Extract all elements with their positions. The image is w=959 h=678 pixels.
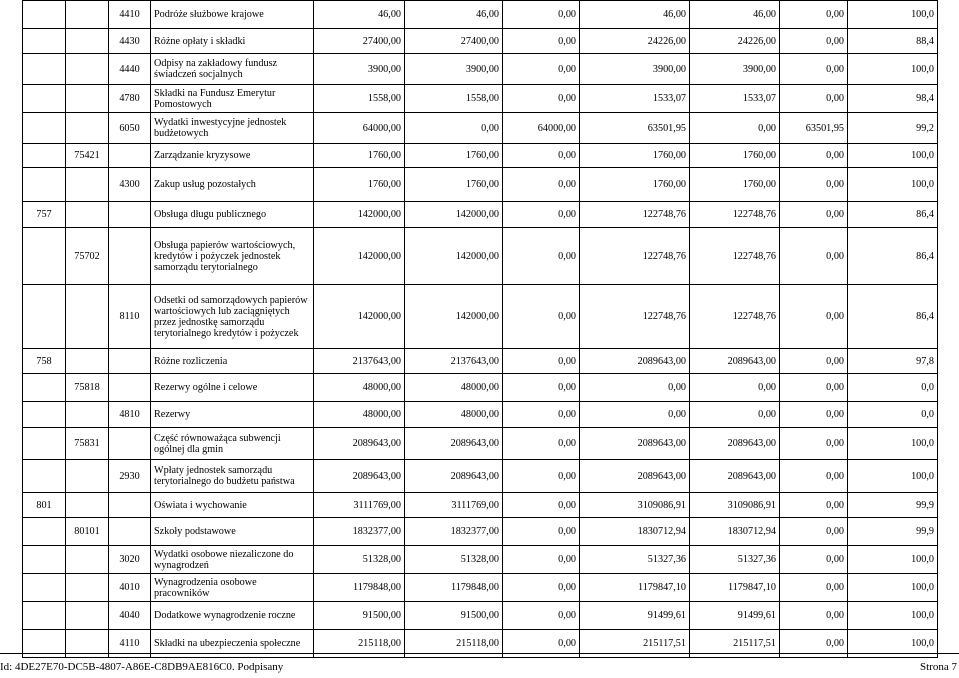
value-cell: 64000,00	[314, 113, 405, 144]
value-cell: 0,0	[848, 402, 938, 428]
item-name-cell: Zarządzanie kryzysowe	[151, 144, 314, 168]
value-cell: 0,00	[780, 144, 848, 168]
dzial-cell	[23, 574, 66, 602]
paragraf-cell: 6050	[109, 113, 151, 144]
value-cell: 122748,76	[690, 285, 780, 349]
value-cell: 100,0	[848, 574, 938, 602]
dzial-cell	[23, 402, 66, 428]
rozdzial-cell	[66, 574, 109, 602]
rozdzial-cell: 75818	[66, 374, 109, 402]
paragraf-cell	[109, 428, 151, 460]
dzial-cell: 801	[23, 493, 66, 518]
item-name-cell: Różne rozliczenia	[151, 349, 314, 374]
value-cell: 51328,00	[314, 546, 405, 574]
rozdzial-cell: 80101	[66, 518, 109, 546]
value-cell: 0,00	[780, 493, 848, 518]
table-row	[23, 54, 938, 85]
value-cell: 3900,00	[580, 54, 690, 85]
value-cell: 1832377,00	[405, 518, 503, 546]
value-cell: 215118,00	[405, 630, 503, 658]
rozdzial-cell: 75421	[66, 144, 109, 168]
value-cell: 2137643,00	[405, 349, 503, 374]
value-cell: 0,00	[503, 402, 580, 428]
table-row	[23, 602, 938, 630]
value-cell: 0,00	[780, 202, 848, 228]
value-cell: 0,00	[780, 602, 848, 630]
value-cell: 0,00	[780, 54, 848, 85]
paragraf-cell	[109, 202, 151, 228]
table-body	[23, 1, 938, 658]
value-cell: 48000,00	[405, 374, 503, 402]
paragraf-cell	[109, 374, 151, 402]
table-row	[23, 85, 938, 113]
value-cell: 46,00	[580, 1, 690, 29]
value-cell: 122748,76	[580, 285, 690, 349]
value-cell: 0,00	[503, 374, 580, 402]
value-cell: 0,00	[780, 460, 848, 493]
value-cell: 2089643,00	[405, 460, 503, 493]
table-row	[23, 113, 938, 144]
value-cell: 0,00	[503, 493, 580, 518]
dzial-cell	[23, 1, 66, 29]
table-row	[23, 518, 938, 546]
value-cell: 46,00	[690, 1, 780, 29]
value-cell: 0,00	[780, 574, 848, 602]
value-cell: 215117,51	[690, 630, 780, 658]
value-cell: 1533,07	[580, 85, 690, 113]
value-cell: 99,9	[848, 493, 938, 518]
value-cell: 1760,00	[314, 168, 405, 202]
value-cell: 1179848,00	[314, 574, 405, 602]
item-name-cell: Wydatki inwestycyjne jednostek budżetowych	[151, 113, 314, 144]
value-cell: 27400,00	[405, 29, 503, 54]
table-row	[23, 460, 938, 493]
value-cell: 0,00	[503, 630, 580, 658]
item-name-cell: Składki na ubezpieczenia społeczne	[151, 630, 314, 658]
value-cell: 3109086,91	[580, 493, 690, 518]
value-cell: 51327,36	[580, 546, 690, 574]
value-cell: 1830712,94	[580, 518, 690, 546]
rozdzial-cell	[66, 168, 109, 202]
value-cell: 0,00	[780, 285, 848, 349]
value-cell: 0,00	[780, 630, 848, 658]
item-name-cell: Oświata i wychowanie	[151, 493, 314, 518]
value-cell: 91500,00	[314, 602, 405, 630]
dzial-cell	[23, 85, 66, 113]
value-cell: 0,00	[780, 168, 848, 202]
paragraf-cell: 2930	[109, 460, 151, 493]
dzial-cell	[23, 168, 66, 202]
item-name-cell: Obsługa długu publicznego	[151, 202, 314, 228]
rozdzial-cell	[66, 402, 109, 428]
value-cell: 1760,00	[690, 144, 780, 168]
value-cell: 48000,00	[314, 374, 405, 402]
item-name-cell: Wpłaty jednostek samorządu terytorialnego do budżetu państwa	[151, 460, 314, 493]
dzial-cell	[23, 374, 66, 402]
value-cell: 215118,00	[314, 630, 405, 658]
value-cell: 100,0	[848, 428, 938, 460]
value-cell: 98,4	[848, 85, 938, 113]
value-cell: 0,00	[405, 113, 503, 144]
value-cell: 2137643,00	[314, 349, 405, 374]
rozdzial-cell: 75831	[66, 428, 109, 460]
item-name-cell: Wynagrodzenia osobowe pracowników	[151, 574, 314, 602]
value-cell: 142000,00	[314, 202, 405, 228]
value-cell: 1179847,10	[690, 574, 780, 602]
dzial-cell	[23, 54, 66, 85]
rozdzial-cell	[66, 1, 109, 29]
value-cell: 63501,95	[580, 113, 690, 144]
dzial-cell	[23, 518, 66, 546]
dzial-cell	[23, 285, 66, 349]
value-cell: 0,00	[503, 460, 580, 493]
value-cell: 0,00	[780, 29, 848, 54]
value-cell: 122748,76	[690, 228, 780, 285]
value-cell: 0,00	[580, 402, 690, 428]
rozdzial-cell	[66, 493, 109, 518]
paragraf-cell: 4010	[109, 574, 151, 602]
value-cell: 142000,00	[314, 285, 405, 349]
value-cell: 0,00	[690, 374, 780, 402]
item-name-cell: Rezerwy ogólne i celowe	[151, 374, 314, 402]
value-cell: 1760,00	[405, 168, 503, 202]
item-name-cell: Składki na Fundusz Emerytur Pomostowych	[151, 85, 314, 113]
dzial-cell	[23, 428, 66, 460]
paragraf-cell: 8110	[109, 285, 151, 349]
value-cell: 86,4	[848, 202, 938, 228]
value-cell: 2089643,00	[580, 349, 690, 374]
table-row	[23, 493, 938, 518]
value-cell: 0,00	[780, 1, 848, 29]
dzial-cell: 757	[23, 202, 66, 228]
value-cell: 46,00	[314, 1, 405, 29]
rozdzial-cell	[66, 29, 109, 54]
value-cell: 97,8	[848, 349, 938, 374]
item-name-cell: Część równoważąca subwencji ogólnej dla gmin	[151, 428, 314, 460]
value-cell: 99,2	[848, 113, 938, 144]
value-cell: 0,00	[780, 402, 848, 428]
value-cell: 0,00	[503, 546, 580, 574]
value-cell: 51328,00	[405, 546, 503, 574]
value-cell: 2089643,00	[314, 428, 405, 460]
dzial-cell: 758	[23, 349, 66, 374]
value-cell: 3111769,00	[314, 493, 405, 518]
value-cell: 91499,61	[580, 602, 690, 630]
value-cell: 100,0	[848, 630, 938, 658]
budget-table	[22, 0, 938, 658]
value-cell: 2089643,00	[690, 460, 780, 493]
value-cell: 0,00	[503, 574, 580, 602]
value-cell: 0,00	[503, 54, 580, 85]
value-cell: 48000,00	[314, 402, 405, 428]
rozdzial-cell	[66, 113, 109, 144]
paragraf-cell	[109, 144, 151, 168]
value-cell: 64000,00	[503, 113, 580, 144]
table-row	[23, 349, 938, 374]
value-cell: 100,0	[848, 546, 938, 574]
item-name-cell: Podróże służbowe krajowe	[151, 1, 314, 29]
paragraf-cell	[109, 518, 151, 546]
page-number: Strona 7	[920, 661, 957, 673]
value-cell: 2089643,00	[314, 460, 405, 493]
value-cell: 51327,36	[690, 546, 780, 574]
value-cell: 0,00	[503, 602, 580, 630]
item-name-cell: Różne opłaty i składki	[151, 29, 314, 54]
paragraf-cell: 4440	[109, 54, 151, 85]
value-cell: 0,00	[780, 85, 848, 113]
value-cell: 2089643,00	[690, 349, 780, 374]
value-cell: 3109086,91	[690, 493, 780, 518]
value-cell: 63501,95	[780, 113, 848, 144]
value-cell: 122748,76	[580, 228, 690, 285]
value-cell: 1558,00	[314, 85, 405, 113]
paragraf-cell: 4430	[109, 29, 151, 54]
item-name-cell: Odsetki od samorządowych papierów wartościowych lub zaciągniętych przez jednostkę samorządu terytorialnego kredytów i pożyczek	[151, 285, 314, 349]
paragraf-cell: 4410	[109, 1, 151, 29]
value-cell: 100,0	[848, 144, 938, 168]
value-cell: 122748,76	[580, 202, 690, 228]
value-cell: 2089643,00	[405, 428, 503, 460]
rozdzial-cell	[66, 602, 109, 630]
value-cell: 0,00	[503, 85, 580, 113]
value-cell: 1760,00	[580, 144, 690, 168]
value-cell: 1533,07	[690, 85, 780, 113]
item-name-cell: Zakup usług pozostałych	[151, 168, 314, 202]
dzial-cell	[23, 546, 66, 574]
value-cell: 100,0	[848, 460, 938, 493]
paragraf-cell: 4110	[109, 630, 151, 658]
item-name-cell: Obsługa papierów wartościowych, kredytów i pożyczek jednostek samorządu terytorialnego	[151, 228, 314, 285]
value-cell: 2089643,00	[580, 460, 690, 493]
value-cell: 100,0	[848, 168, 938, 202]
value-cell: 100,0	[848, 1, 938, 29]
table-row	[23, 546, 938, 574]
value-cell: 48000,00	[405, 402, 503, 428]
paragraf-cell: 4780	[109, 85, 151, 113]
value-cell: 0,00	[690, 402, 780, 428]
value-cell: 88,4	[848, 29, 938, 54]
value-cell: 0,00	[780, 518, 848, 546]
value-cell: 3900,00	[405, 54, 503, 85]
value-cell: 0,00	[780, 546, 848, 574]
value-cell: 1760,00	[314, 144, 405, 168]
value-cell: 86,4	[848, 228, 938, 285]
value-cell: 1179847,10	[580, 574, 690, 602]
table-row	[23, 374, 938, 402]
item-name-cell: Rezerwy	[151, 402, 314, 428]
value-cell: 86,4	[848, 285, 938, 349]
value-cell: 0,00	[780, 349, 848, 374]
value-cell: 100,0	[848, 602, 938, 630]
value-cell: 3900,00	[690, 54, 780, 85]
value-cell: 1558,00	[405, 85, 503, 113]
value-cell: 0,00	[503, 349, 580, 374]
paragraf-cell: 4040	[109, 602, 151, 630]
value-cell: 0,00	[503, 518, 580, 546]
value-cell: 24226,00	[580, 29, 690, 54]
dzial-cell	[23, 113, 66, 144]
value-cell: 3900,00	[314, 54, 405, 85]
table-row	[23, 285, 938, 349]
rozdzial-cell	[66, 285, 109, 349]
dzial-cell	[23, 29, 66, 54]
value-cell: 0,00	[503, 1, 580, 29]
value-cell: 1830712,94	[690, 518, 780, 546]
value-cell: 0,00	[503, 29, 580, 54]
table-row	[23, 144, 938, 168]
rozdzial-cell	[66, 349, 109, 374]
rozdzial-cell: 75702	[66, 228, 109, 285]
dzial-cell	[23, 602, 66, 630]
dzial-cell	[23, 460, 66, 493]
rozdzial-cell	[66, 85, 109, 113]
paragraf-cell	[109, 228, 151, 285]
value-cell: 0,00	[503, 228, 580, 285]
table-row	[23, 428, 938, 460]
value-cell: 142000,00	[314, 228, 405, 285]
value-cell: 1832377,00	[314, 518, 405, 546]
table-row	[23, 1, 938, 29]
table-row	[23, 29, 938, 54]
item-name-cell: Dodatkowe wynagrodzenie roczne	[151, 602, 314, 630]
table-row	[23, 228, 938, 285]
item-name-cell: Szkoły podstawowe	[151, 518, 314, 546]
paragraf-cell: 4810	[109, 402, 151, 428]
value-cell: 0,00	[580, 374, 690, 402]
table-row	[23, 574, 938, 602]
value-cell: 99,9	[848, 518, 938, 546]
paragraf-cell: 4300	[109, 168, 151, 202]
value-cell: 0,00	[780, 428, 848, 460]
value-cell: 0,00	[503, 285, 580, 349]
page-footer	[0, 653, 959, 673]
value-cell: 0,00	[503, 144, 580, 168]
value-cell: 1760,00	[405, 144, 503, 168]
value-cell: 91500,00	[405, 602, 503, 630]
value-cell: 0,00	[780, 228, 848, 285]
value-cell: 2089643,00	[580, 428, 690, 460]
value-cell: 1179848,00	[405, 574, 503, 602]
value-cell: 0,00	[503, 168, 580, 202]
document-id: Id: 4DE27E70-DC5B-4807-A86E-C8DB9AE816C0. Podpisany	[0, 661, 284, 673]
dzial-cell	[23, 144, 66, 168]
value-cell: 1760,00	[580, 168, 690, 202]
paragraf-cell	[109, 493, 151, 518]
table-row	[23, 402, 938, 428]
value-cell: 0,00	[503, 428, 580, 460]
dzial-cell	[23, 228, 66, 285]
paragraf-cell: 3020	[109, 546, 151, 574]
value-cell: 91499,61	[690, 602, 780, 630]
value-cell: 215117,51	[580, 630, 690, 658]
value-cell: 142000,00	[405, 202, 503, 228]
value-cell: 27400,00	[314, 29, 405, 54]
value-cell: 0,00	[780, 374, 848, 402]
rozdzial-cell	[66, 460, 109, 493]
value-cell: 100,0	[848, 54, 938, 85]
value-cell: 142000,00	[405, 228, 503, 285]
value-cell: 2089643,00	[690, 428, 780, 460]
table-row	[23, 202, 938, 228]
value-cell: 0,00	[690, 113, 780, 144]
rozdzial-cell	[66, 54, 109, 85]
item-name-cell: Wydatki osobowe niezaliczone do wynagrodzeń	[151, 546, 314, 574]
value-cell: 46,00	[405, 1, 503, 29]
value-cell: 3111769,00	[405, 493, 503, 518]
value-cell: 24226,00	[690, 29, 780, 54]
paragraf-cell	[109, 349, 151, 374]
rozdzial-cell	[66, 202, 109, 228]
item-name-cell: Odpisy na zakładowy fundusz świadczeń socjalnych	[151, 54, 314, 85]
value-cell: 142000,00	[405, 285, 503, 349]
value-cell: 122748,76	[690, 202, 780, 228]
rozdzial-cell	[66, 546, 109, 574]
value-cell: 0,0	[848, 374, 938, 402]
value-cell: 0,00	[503, 202, 580, 228]
value-cell: 1760,00	[690, 168, 780, 202]
table-row	[23, 168, 938, 202]
